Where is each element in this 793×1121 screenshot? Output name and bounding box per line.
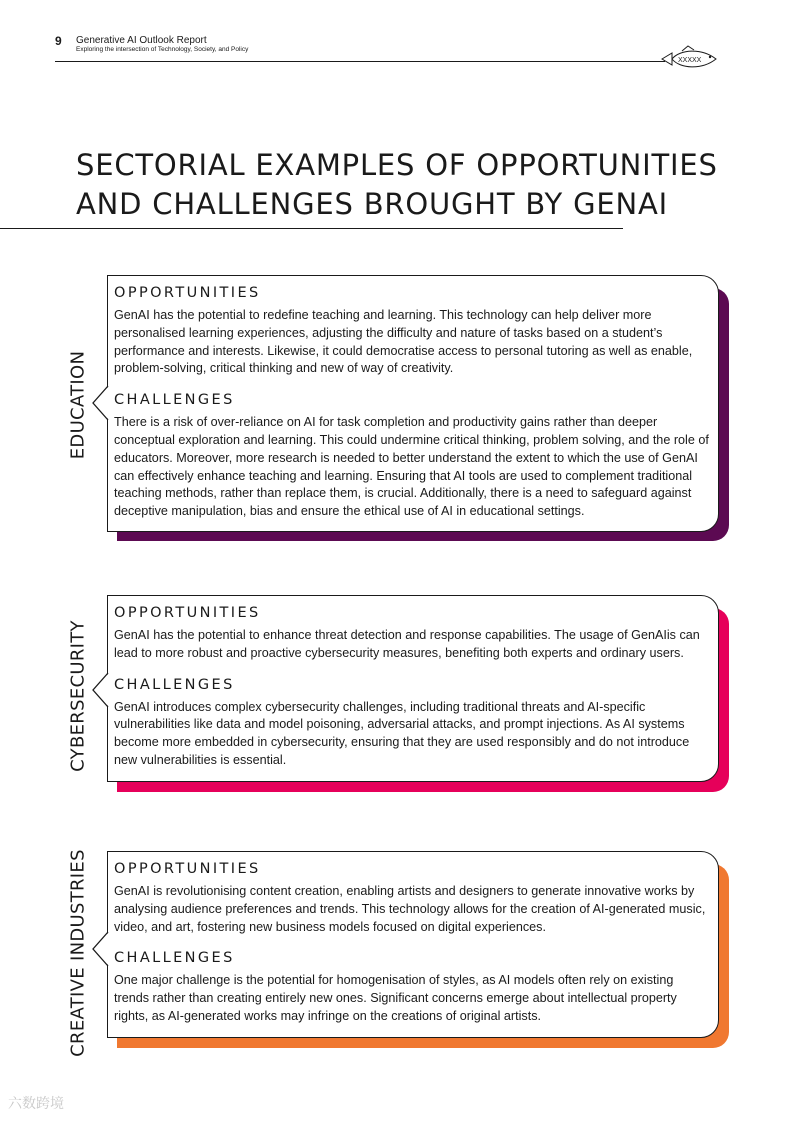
cybersecurity-challenges-header: CHALLENGES xyxy=(114,676,235,693)
creative-opportunities-text: GenAI is revolutionising content creation, enabling artists and designers to generate innovative works by analysing audience preferences and trends. This technology allows for the creation of AI-generated music, video, and art, fostering new business models focused on digital experiences. xyxy=(114,884,706,934)
report-subtitle: Exploring the intersection of Technology, Society, and Policy xyxy=(76,46,249,53)
education-opportunities-header: OPPORTUNITIES xyxy=(114,285,261,301)
section-label-creative-industries: CREATIVE INDUSTRIES xyxy=(67,849,89,1057)
fish-logo-text: XXXXX xyxy=(678,57,702,64)
watermark: 六数跨境 xyxy=(8,1095,64,1111)
education-card xyxy=(107,275,719,532)
cybersecurity-pointer xyxy=(92,673,110,707)
header-divider xyxy=(55,61,665,62)
fish-logo-icon xyxy=(660,44,720,74)
page-title xyxy=(76,146,718,224)
page-number: 9 xyxy=(55,34,62,48)
creative-challenges-header: CHALLENGES xyxy=(114,950,235,967)
cybersecurity-opportunities-header: OPPORTUNITIES xyxy=(114,605,261,621)
page-title-line-1: SECTORIAL EXAMPLES OF OPPORTUNITIES xyxy=(76,148,718,182)
section-label-education: EDUCATION xyxy=(67,350,89,460)
title-underline xyxy=(0,228,623,229)
cybersecurity-opportunities-text: GenAI has the potential to enhance threat detection and response capabilities. The usage of GenAIis can lead to more robust and proactive cybersecurity measures, benefiting both experts and ordinary users. xyxy=(114,628,700,660)
creative-pointer xyxy=(92,932,110,966)
section-label-cybersecurity: CYBERSECURITY xyxy=(67,620,89,772)
education-challenges-text: There is a risk of over-reliance on AI for task completion and productivity gains rather than deeper conceptual exploration and learning. This could undermine critical thinking, problem solving, and the role of educators. Moreover, more research is needed to better understand the extent to which the use of GenAI can effectively enhance teaching and learning. Ensuring that AI tools are used to complement traditional teaching methods, rather than replace them, is crucial. Additionally, there is a need to safeguard against deceptive manipulation, bias and ensure the ethical use of AI in educational settings. xyxy=(114,415,709,519)
creative-industries-card xyxy=(107,851,719,1038)
education-opportunities-text: GenAI has the potential to redefine teaching and learning. This technology can help deliver more personalised learning experiences, adjusting the difficulty and nature of tasks based on a student’s performance and interests. Likewise, it could democratise access to personal tutoring as well as enable, problem-solving, critical thinking and new of way of creativity. xyxy=(114,308,693,376)
cybersecurity-challenges-text: GenAI introduces complex cybersecurity challenges, including traditional threats and AI-specific vulnerabilities like data and model poisoning, adversarial attacks, and prompt injections. As AI systems become more embedded in cybersecurity, ensuring that they are used responsibly and do not introduce new vulnerabilities is essential. xyxy=(114,699,690,767)
creative-opportunities-header: OPPORTUNITIES xyxy=(114,861,261,877)
education-pointer xyxy=(92,386,110,420)
creative-challenges-text: One major challenge is the potential for homogenisation of styles, as AI models often rely on existing trends rather than creating entirely new ones. Significant concerns emerge about intellectual property rights, as AI-generated works may infringe on the creations of original artists. xyxy=(114,973,677,1023)
cybersecurity-card xyxy=(107,595,719,782)
education-challenges-header: CHALLENGES xyxy=(114,392,235,409)
page-title-line-2: AND CHALLENGES BROUGHT BY GENAI xyxy=(76,187,668,221)
report-title: Generative AI Outlook Report xyxy=(76,35,207,46)
